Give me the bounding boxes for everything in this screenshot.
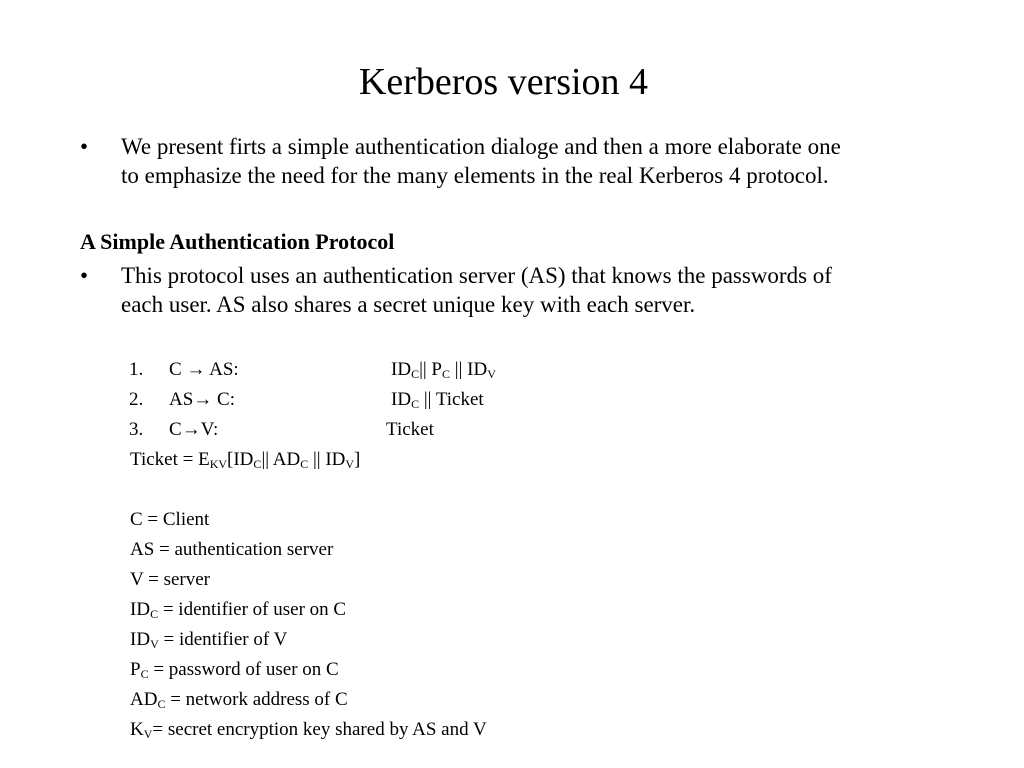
arrow-right-icon: → xyxy=(193,389,213,410)
bullet-icon: • xyxy=(80,134,89,159)
definition-item xyxy=(130,658,339,682)
msg-part: || ID xyxy=(450,359,488,380)
def-sub: C xyxy=(150,607,159,621)
formula-part: ] xyxy=(354,449,361,470)
msg-sub: V xyxy=(487,367,496,381)
definition-item xyxy=(130,508,209,532)
protocol-line-1: This protocol uses an authentication server (AS) that knows the passwords of xyxy=(121,263,832,288)
msg-sub: C xyxy=(411,367,420,381)
formula-sub: C xyxy=(300,457,309,471)
protocol-bullet xyxy=(0,261,1024,321)
def-rest: = secret encryption key shared by AS and V xyxy=(152,719,487,740)
step-message: Ticket xyxy=(386,419,434,440)
formula-part: || ID xyxy=(308,449,346,470)
formula-sub: KV xyxy=(209,457,228,471)
def-rest: = network address of C xyxy=(165,689,348,710)
slide-title: Kerberos version 4 xyxy=(358,61,649,103)
msg-part: || Ticket xyxy=(419,389,484,410)
step-number: 3. xyxy=(129,419,144,440)
ticket-formula xyxy=(130,448,360,472)
formula-sub: V xyxy=(345,457,355,471)
definition-item xyxy=(130,718,487,742)
step-number: 1. xyxy=(129,359,144,380)
def-main: AD xyxy=(130,689,158,710)
def-main: C = Client xyxy=(130,509,210,530)
def-sub: C xyxy=(140,667,149,681)
def-rest: = identifier of user on C xyxy=(158,599,347,620)
protocol-text xyxy=(121,261,951,319)
formula-sub: C xyxy=(253,457,262,471)
intro-line-1: We present firts a simple authentication dialoge and then a more elaborate one xyxy=(121,134,841,159)
def-rest: = password of user on C xyxy=(148,659,339,680)
def-rest: = identifier of V xyxy=(158,629,288,650)
def-main: P xyxy=(130,659,141,680)
def-main: AS = authentication server xyxy=(130,539,334,560)
formula-part: || AD xyxy=(261,449,301,470)
definition-item xyxy=(130,538,333,562)
step-parties xyxy=(169,418,218,442)
msg-sub: C xyxy=(411,397,420,411)
section-heading: A Simple Authentication Protocol xyxy=(80,229,395,254)
arrow-right-icon: → xyxy=(181,419,201,440)
party-to: V: xyxy=(200,419,219,440)
intro-text xyxy=(121,132,951,190)
party-from: AS xyxy=(169,389,194,410)
step-message xyxy=(391,388,484,412)
definition-item xyxy=(130,568,210,592)
def-main: ID xyxy=(130,599,151,620)
def-sub: V xyxy=(150,637,159,651)
msg-part: ID xyxy=(391,359,412,380)
intro-line-2: to emphasize the need for the many elements in the real Kerberos 4 protocol. xyxy=(121,163,829,188)
formula-part: [ID xyxy=(227,449,254,470)
formula-part: Ticket = E xyxy=(130,449,210,470)
def-main: V = server xyxy=(130,569,211,590)
protocol-line-2: each user. AS also shares a secret unique key with each server. xyxy=(121,292,696,317)
party-to: AS: xyxy=(209,359,239,380)
party-to: C: xyxy=(212,389,235,410)
msg-sub: C xyxy=(442,367,451,381)
def-main: K xyxy=(130,719,144,740)
party-from: C xyxy=(169,359,182,380)
definition-item xyxy=(130,628,287,652)
msg-part: ID xyxy=(391,389,412,410)
def-main: ID xyxy=(130,629,151,650)
bullet-icon: • xyxy=(80,263,89,288)
intro-bullet xyxy=(0,132,1024,192)
party-from: C xyxy=(169,419,182,440)
definition-item xyxy=(130,598,346,622)
step-number: 2. xyxy=(129,389,144,410)
definition-item xyxy=(130,688,348,712)
msg-part: || P xyxy=(419,359,443,380)
def-sub: C xyxy=(157,697,166,711)
step-parties xyxy=(169,358,239,382)
step-parties xyxy=(169,388,235,412)
arrow-right-icon: → xyxy=(186,359,206,380)
def-sub: V xyxy=(143,727,153,741)
step-message xyxy=(391,358,496,382)
